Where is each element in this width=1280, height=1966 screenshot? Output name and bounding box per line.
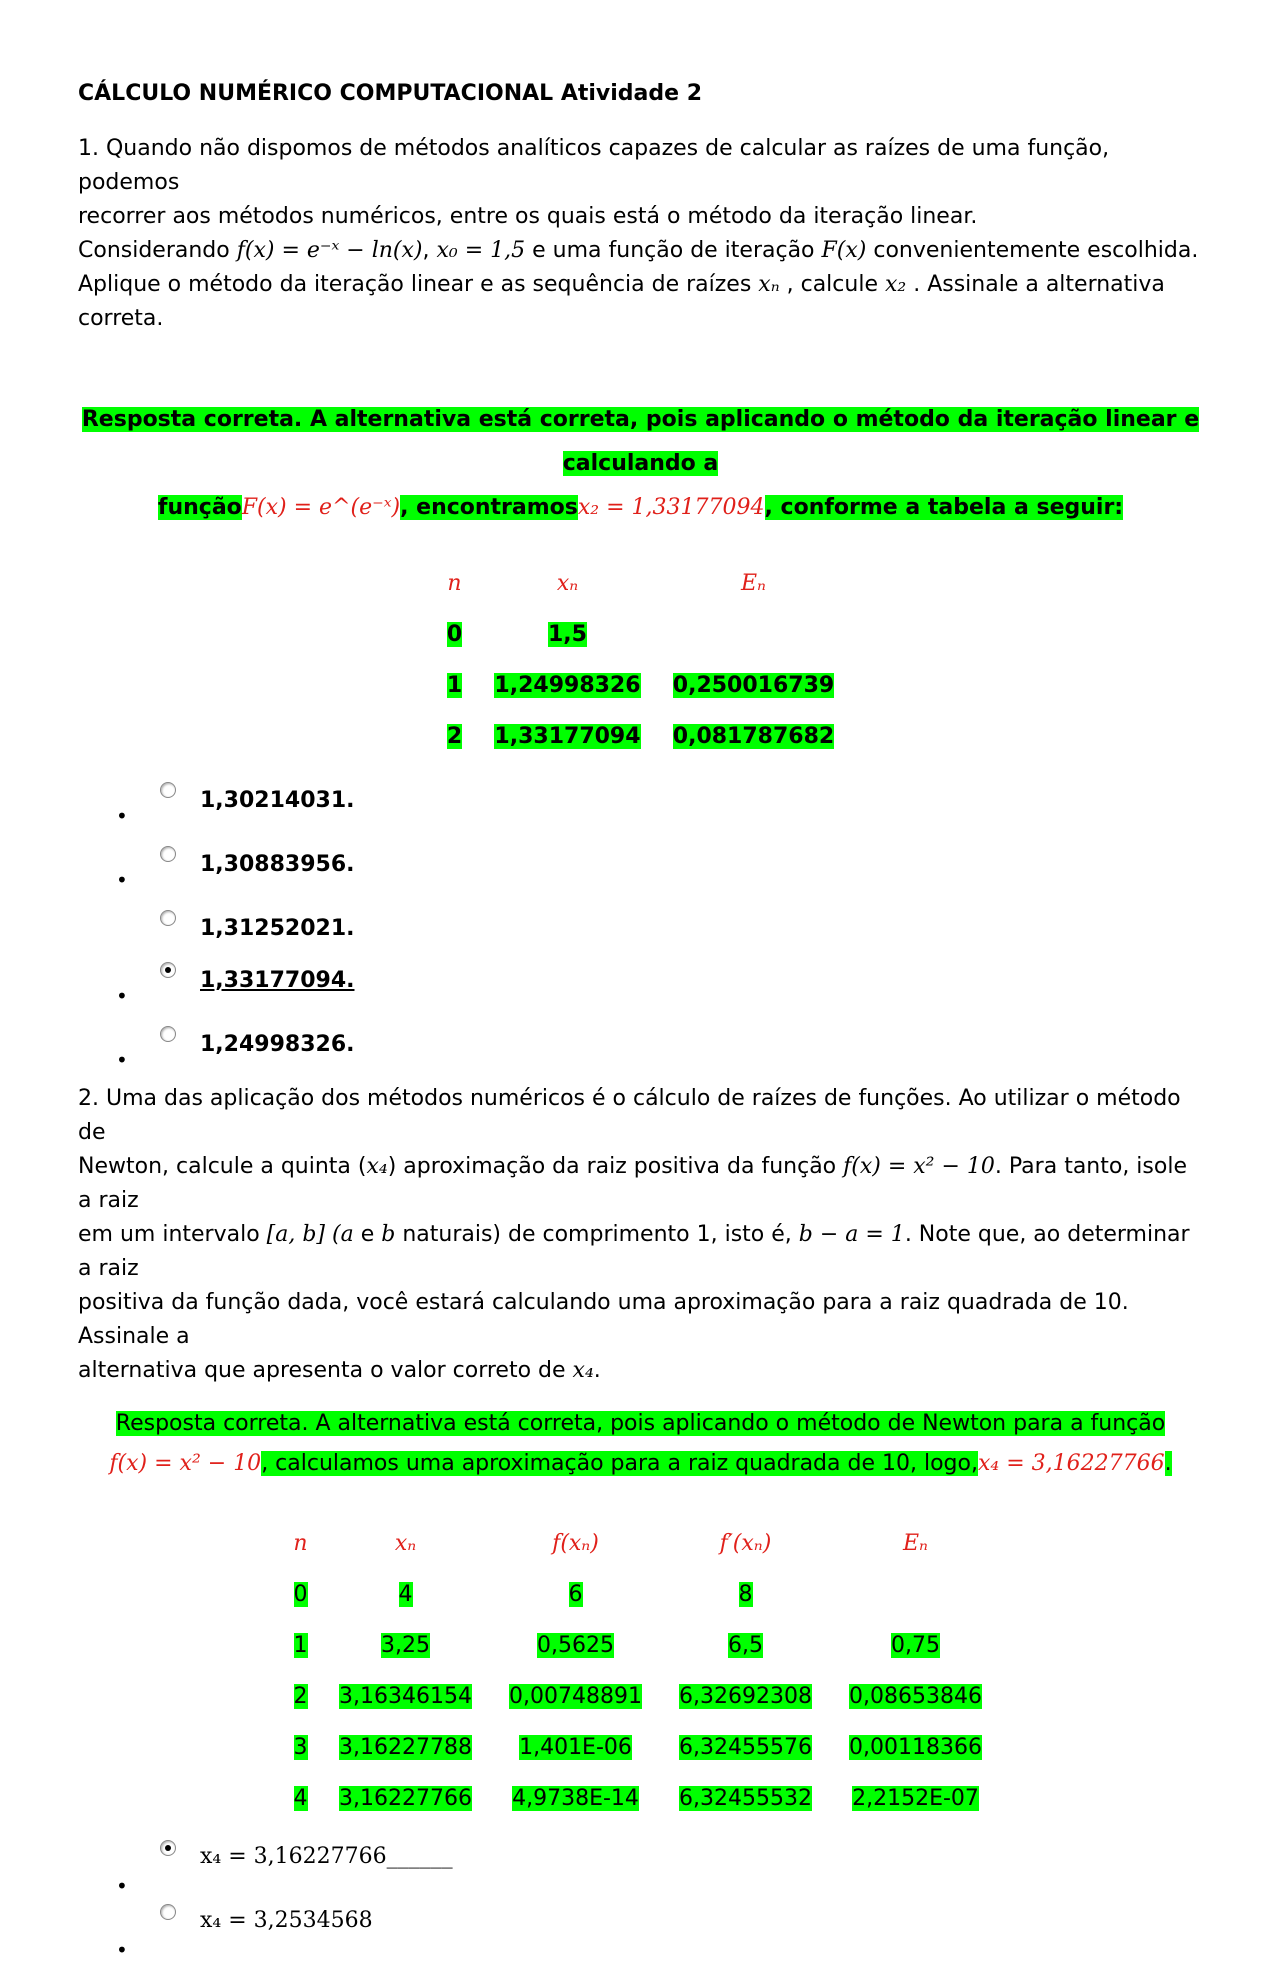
q2-text: Newton, calcule a quinta ( bbox=[78, 1154, 367, 1179]
radio-selected[interactable] bbox=[160, 1840, 176, 1856]
table-cell: 3,16227766 bbox=[339, 1786, 472, 1811]
q2-feedback-function: f(x) = x² − 10 bbox=[109, 1451, 262, 1476]
radio-button[interactable] bbox=[160, 1904, 176, 1920]
q1-text: Aplique o método da iteração linear e as sequência de raízes bbox=[78, 272, 759, 297]
q2-line-3 bbox=[78, 1218, 1203, 1286]
table-row bbox=[435, 711, 847, 762]
q2-length-equation: b − a = 1 bbox=[798, 1222, 905, 1247]
q2-text: . Note que, ao determinar a raiz bbox=[78, 1222, 1190, 1281]
q2-text: naturais) de comprimento 1, isto é, bbox=[395, 1222, 799, 1247]
answer-option[interactable] bbox=[78, 1902, 1203, 1966]
table-header-row bbox=[435, 558, 847, 609]
table-cell bbox=[831, 1569, 1001, 1620]
radio-button[interactable] bbox=[160, 1026, 176, 1042]
option-value: x₄ = 3,16227766 bbox=[200, 1844, 387, 1869]
document-page bbox=[78, 78, 1203, 1966]
option-underline: ______ bbox=[386, 1844, 453, 1869]
bullet-icon: • bbox=[116, 804, 128, 828]
q2-feedback-result: x₄ = 3,16227766 bbox=[977, 1451, 1165, 1476]
table-row bbox=[435, 660, 847, 711]
option-value: 1,30883956. bbox=[200, 852, 355, 877]
table-cell: 0 bbox=[446, 622, 463, 647]
table-cell: 8 bbox=[738, 1582, 753, 1607]
q1-text: , bbox=[422, 238, 437, 263]
question-2 bbox=[78, 1082, 1203, 1966]
q1-iteration-function: F(x) bbox=[821, 238, 867, 263]
q1-feedback-iteration-formula: F(x) = e^(e⁻ˣ) bbox=[241, 495, 401, 520]
q2-feedback-text: . bbox=[1164, 1451, 1172, 1476]
table-cell: 6,32455576 bbox=[679, 1735, 812, 1760]
q2-text: . bbox=[593, 1358, 601, 1383]
option-label bbox=[200, 1032, 354, 1057]
q1-line-1: 1. Quando não dispomos de métodos analíticos capazes de calcular as raízes de uma função, podemos bbox=[78, 136, 1110, 195]
table-cell: 1,5 bbox=[548, 622, 587, 647]
table-cell: 0,08653846 bbox=[849, 1684, 982, 1709]
table-header: n bbox=[293, 1531, 308, 1556]
q1-line-2: recorrer aos métodos numéricos, entre os quais está o método da iteração linear. bbox=[78, 204, 978, 229]
table-cell: 0,75 bbox=[891, 1633, 940, 1658]
table-cell: 6,32455532 bbox=[679, 1786, 812, 1811]
table-cell: 6,32692308 bbox=[679, 1684, 812, 1709]
table-cell: 2,2152E-07 bbox=[852, 1786, 979, 1811]
table-header: f(xₙ) bbox=[552, 1531, 599, 1556]
q2-function-formula: f(x) = x² − 10 bbox=[843, 1154, 995, 1179]
table-header-row bbox=[281, 1518, 1001, 1569]
table-cell: 6,5 bbox=[728, 1633, 763, 1658]
option-label bbox=[200, 1908, 373, 1933]
bullet-icon: • bbox=[116, 984, 128, 1008]
q2-feedback-line-1: Resposta correta. A alternativa está correta, pois aplicando o método de Newton para a função bbox=[115, 1411, 1166, 1436]
table-cell: 4,9738E-14 bbox=[512, 1786, 639, 1811]
table-cell: 1 bbox=[293, 1633, 308, 1658]
bullet-icon: • bbox=[116, 868, 128, 892]
q1-iteration-table bbox=[435, 558, 847, 762]
option-label bbox=[200, 1844, 453, 1869]
q2-interval: [a, b] bbox=[266, 1222, 326, 1247]
q2-a-symbol: (a bbox=[325, 1222, 354, 1247]
q2-text: ) aproximação da raiz positiva da função bbox=[387, 1154, 844, 1179]
q2-line-4: positiva da função dada, você estará calculando uma aproximação para a raiz quadrada de 10. Assinale a bbox=[78, 1290, 1129, 1349]
q2-feedback-text: , calculamos uma aproximação para a raiz quadrada de 10, logo, bbox=[261, 1451, 978, 1476]
table-cell: 2 bbox=[293, 1684, 308, 1709]
radio-selected[interactable] bbox=[160, 962, 176, 978]
q1-feedback-line-1: Resposta correta. A alternativa está correta, pois aplicando o método da iteração linear e calculando a bbox=[81, 407, 1200, 476]
option-value: 1,31252021. bbox=[200, 916, 355, 941]
table-header: xₙ bbox=[556, 571, 579, 596]
radio-button[interactable] bbox=[160, 910, 176, 926]
table-header: f′(xₙ) bbox=[719, 1531, 772, 1556]
table-cell: 1 bbox=[446, 673, 463, 698]
option-value: 1,30214031. bbox=[200, 788, 355, 813]
table-cell: 0,250016739 bbox=[672, 673, 835, 698]
option-label bbox=[200, 916, 354, 941]
q1-line-3 bbox=[78, 234, 1203, 268]
q1-line-4 bbox=[78, 268, 1203, 336]
q2-feedback bbox=[78, 1404, 1203, 1484]
q1-options bbox=[78, 780, 1203, 1088]
option-label bbox=[200, 968, 354, 993]
table-cell: 3,16346154 bbox=[339, 1684, 472, 1709]
q2-line-5 bbox=[78, 1354, 1203, 1388]
q2-newton-table bbox=[281, 1518, 1001, 1824]
radio-button[interactable] bbox=[160, 782, 176, 798]
option-label bbox=[200, 788, 354, 813]
q1-feedback-text: , encontramos bbox=[400, 495, 578, 520]
table-header: n bbox=[447, 571, 462, 596]
q1-text: Considerando bbox=[78, 238, 237, 263]
q2-x4-symbol: x₄ bbox=[366, 1154, 388, 1179]
q1-x2-symbol: x₂ bbox=[884, 272, 907, 297]
q2-text: e bbox=[353, 1222, 382, 1247]
option-value: 1,24998326. bbox=[200, 1032, 355, 1057]
q1-feedback-text: função bbox=[157, 495, 242, 520]
table-cell: 4 bbox=[293, 1786, 308, 1811]
table-cell: 1,33177094 bbox=[494, 724, 641, 749]
q1-xn-symbol: xₙ bbox=[758, 272, 780, 297]
table-cell: 0,081787682 bbox=[672, 724, 835, 749]
option-label bbox=[200, 852, 354, 877]
table-cell: 1,24998326 bbox=[494, 673, 641, 698]
q2-b-symbol: b bbox=[381, 1222, 396, 1247]
q2-line-1: 2. Uma das aplicação dos métodos numéricos é o cálculo de raízes de funções. Ao utilizar o método de bbox=[78, 1086, 1181, 1145]
table-row bbox=[281, 1773, 1001, 1824]
radio-button[interactable] bbox=[160, 846, 176, 862]
table-header: Eₙ bbox=[741, 571, 766, 596]
q2-text: em um intervalo bbox=[78, 1222, 267, 1247]
q2-text: alternativa que apresenta o valor correto de bbox=[78, 1358, 573, 1383]
table-row bbox=[281, 1671, 1001, 1722]
table-row bbox=[281, 1569, 1001, 1620]
table-cell: 4 bbox=[398, 1582, 413, 1607]
table-header: xₙ bbox=[394, 1531, 417, 1556]
table-cell: 3,16227788 bbox=[339, 1735, 472, 1760]
table-cell: 0,5625 bbox=[537, 1633, 614, 1658]
q1-feedback-result: x₂ = 1,33177094 bbox=[577, 495, 765, 520]
bullet-icon: • bbox=[116, 1938, 128, 1962]
bullet-icon: • bbox=[116, 1048, 128, 1072]
q1-initial-value: x₀ = 1,5 bbox=[436, 238, 526, 263]
table-cell: 2 bbox=[446, 724, 463, 749]
table-cell: 3,25 bbox=[381, 1633, 430, 1658]
table-header: Eₙ bbox=[903, 1531, 928, 1556]
q1-function-formula: f(x) = e⁻ˣ − ln(x) bbox=[236, 238, 423, 263]
answer-option[interactable] bbox=[78, 1024, 1203, 1088]
table-row bbox=[281, 1620, 1001, 1671]
document-title: CÁLCULO NUMÉRICO COMPUTACIONAL Atividade 2 bbox=[78, 81, 703, 106]
q1-feedback-text: , conforme a tabela a seguir: bbox=[764, 495, 1124, 520]
answer-option[interactable] bbox=[78, 780, 1203, 844]
bullet-icon: • bbox=[116, 1874, 128, 1898]
table-cell: 3 bbox=[293, 1735, 308, 1760]
q1-text: e uma função de iteração bbox=[525, 238, 822, 263]
table-row bbox=[281, 1722, 1001, 1773]
question-1 bbox=[78, 132, 1203, 1088]
q1-text: convenientemente escolhida. bbox=[866, 238, 1199, 263]
q2-options bbox=[78, 1838, 1203, 1966]
option-value: 1,33177094. bbox=[200, 968, 355, 993]
q1-feedback bbox=[78, 398, 1203, 530]
table-cell: 6 bbox=[568, 1582, 583, 1607]
table-cell: 1,401E-06 bbox=[519, 1735, 632, 1760]
table-cell: 0,00118366 bbox=[849, 1735, 982, 1760]
q2-line-2 bbox=[78, 1150, 1203, 1218]
table-cell: 0 bbox=[293, 1582, 308, 1607]
table-cell: 0,00748891 bbox=[509, 1684, 642, 1709]
answer-option[interactable] bbox=[78, 908, 1203, 960]
q2-x4-symbol: x₄ bbox=[572, 1358, 594, 1383]
q1-text: , calcule bbox=[779, 272, 885, 297]
q2-text: . Para tanto, isole a raiz bbox=[78, 1154, 1187, 1213]
table-row bbox=[435, 609, 847, 660]
answer-option[interactable] bbox=[78, 844, 1203, 908]
q1-text: . Assinale a alternativa correta. bbox=[78, 272, 1165, 331]
table-cell bbox=[661, 609, 847, 660]
option-value: x₄ = 3,2534568 bbox=[200, 1908, 373, 1933]
answer-option[interactable] bbox=[78, 1838, 1203, 1902]
answer-option[interactable] bbox=[78, 960, 1203, 1024]
